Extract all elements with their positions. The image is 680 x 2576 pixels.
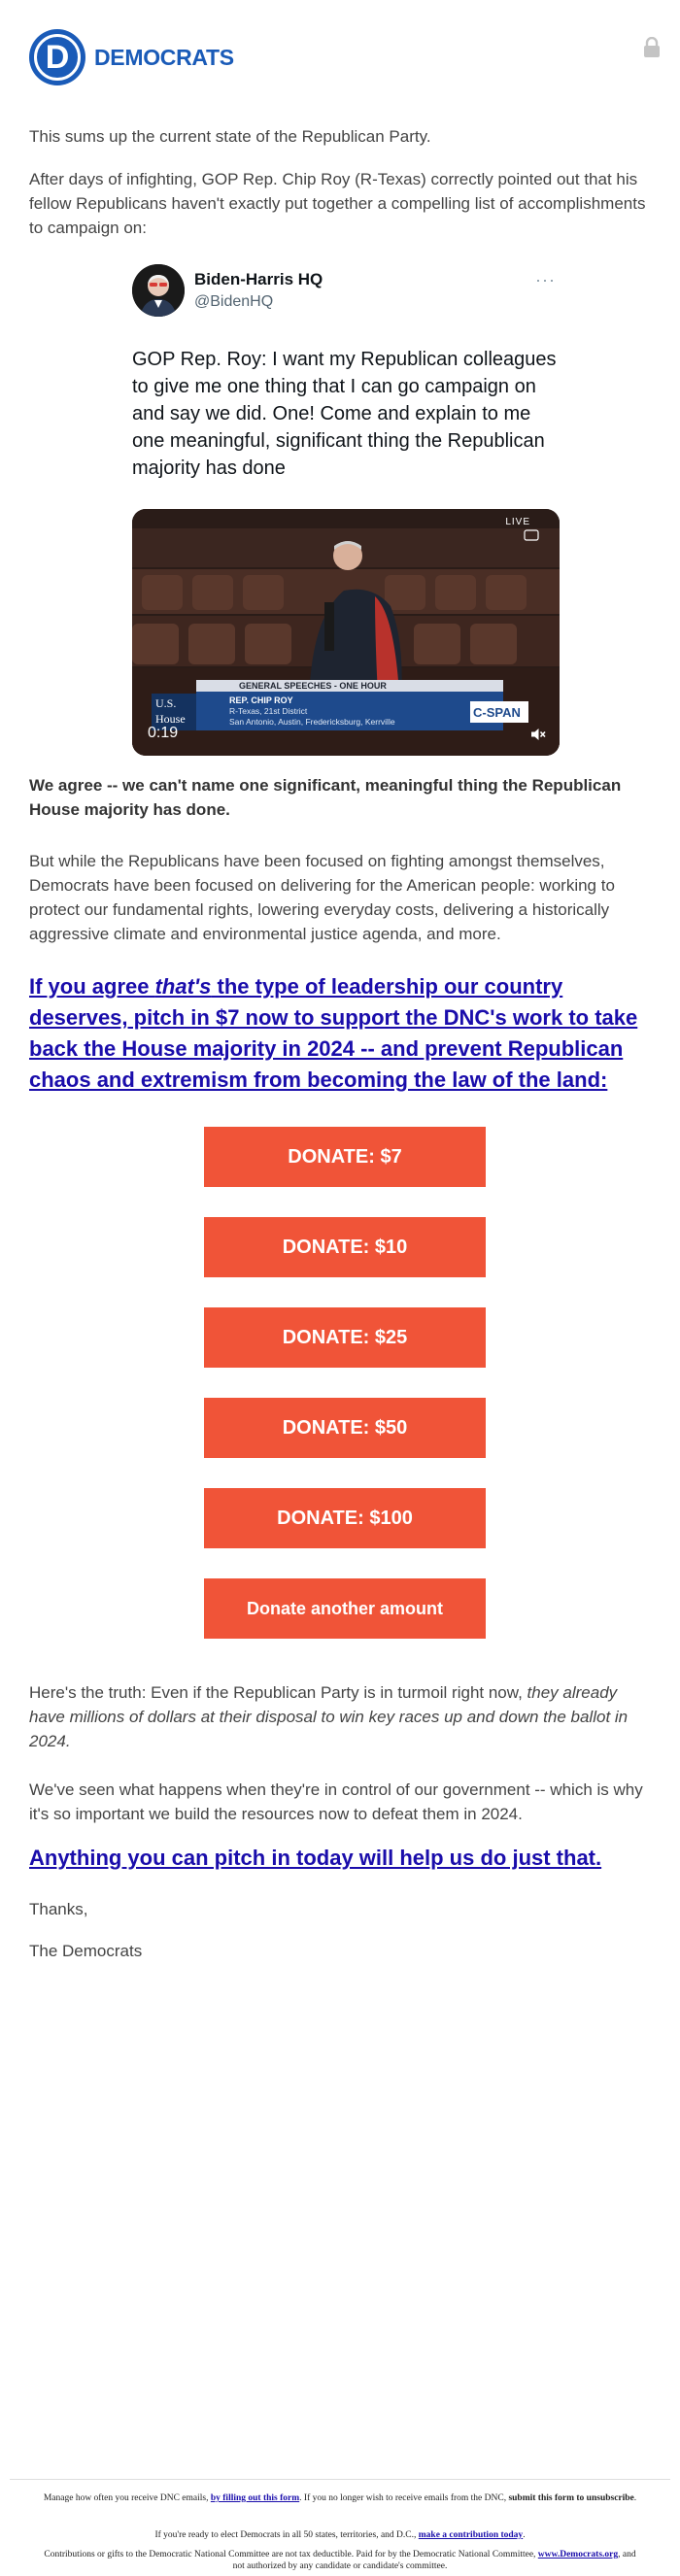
truth-emphasis: they already have millions of dollars at their disposal to win key races up and down the ballot in 2024. [29, 1683, 629, 1750]
donate-10-button[interactable]: DONATE: $10 [204, 1217, 486, 1277]
truth-text: Here's the truth: Even if the Republican Party is in turmoil right now, [29, 1683, 527, 1702]
lock-icon [643, 37, 661, 58]
agree-paragraph: We agree -- we can't name one significant, meaningful thing the Republican House majority has done. [29, 776, 622, 819]
democrats-org-link[interactable]: www.Democrats.org [537, 2550, 619, 2559]
tweet-video[interactable] [132, 509, 560, 756]
footer-line3-text: Contributions or gifts to the Democratic National Committee are not tax deductible. Paid for by the Democratic National Committee, [44, 2550, 538, 2559]
video-banner-title: GENERAL SPEECHES - ONE HOUR [239, 681, 387, 691]
cta-text-1: If you agree [29, 974, 155, 999]
footer-line1-text-2: . If you no longer wish to receive emails from the DNC, [299, 2493, 509, 2503]
donate-other-amount-button[interactable]: Donate another amount [204, 1578, 486, 1639]
logo-letter: D [45, 39, 70, 76]
democrats-logo-icon[interactable] [29, 29, 85, 85]
tweet-author-handle[interactable]: @BidenHQ [194, 293, 274, 310]
donate-100-button[interactable]: DONATE: $100 [204, 1488, 486, 1548]
more-options-icon[interactable]: ··· [535, 270, 556, 289]
mute-icon[interactable] [530, 727, 546, 742]
donate-7-button[interactable]: DONATE: $7 [204, 1127, 486, 1187]
video-chamber-line1: U.S. [155, 696, 177, 710]
context-paragraph: After days of infighting, GOP Rep. Chip Roy (R-Texas) correctly pointed out that his fellow Republicans haven't exactly put together a compelling list of accomplishments to campaign on: [29, 170, 646, 237]
footer-manage-emails [39, 2492, 641, 2504]
pitch-in-link[interactable]: Anything you can pitch in today will help us do just that. [29, 1846, 602, 1870]
cta-emphasis: that's [154, 974, 212, 999]
footer-line1-text: Manage how often you receive DNC emails, [43, 2493, 211, 2503]
tweet-text: GOP Rep. Roy: I want my Republican colleagues to give me one thing that I can go campaign on and say we did. One! Come and explain to me one meaningful, significant thing the Republican majority has done [132, 349, 557, 479]
video-banner-district: R-Texas, 21st District [229, 706, 308, 716]
footer-line1-end: . [633, 2493, 637, 2503]
truth-paragraph [29, 1680, 651, 1753]
tweet-avatar[interactable] [132, 264, 185, 317]
footer-disclaimer [39, 2549, 641, 2572]
manage-emails-form-link[interactable]: by filling out this form [210, 2493, 300, 2503]
footer-divider [10, 2479, 670, 2480]
cta-text-2: the type of leadership our country deserves, pitch in $7 now to support the DNC's work to take back the House majority in 2024 -- and prevent Republican chaos and extremism from becoming the law of the land: [29, 974, 638, 1092]
donate-25-button[interactable]: DONATE: $25 [204, 1307, 486, 1368]
avatar-portrait-icon [132, 264, 185, 317]
logo-wordmark[interactable]: DEMOCRATS [94, 45, 234, 70]
footer-line2-text: If you're ready to elect Democrats in all 50 states, territories, and D.C., [154, 2530, 419, 2540]
email-header [29, 27, 661, 89]
donate-cta-link[interactable] [29, 971, 651, 1096]
seen-paragraph: We've seen what happens when they're in control of our government -- which is why it's so important we build the resources now to defeat them in 2024. [29, 1780, 643, 1823]
footer-line2-end: . [523, 2530, 526, 2540]
footer-contribute [39, 2529, 641, 2541]
signature-text: The Democrats [29, 1942, 143, 1960]
unsubscribe-link[interactable]: submit this form to unsubscribe [508, 2493, 634, 2503]
thanks-text: Thanks, [29, 1900, 88, 1918]
make-contribution-link[interactable]: make a contribution today [418, 2530, 524, 2540]
live-badge: LIVE [505, 517, 530, 527]
tweet-author-name[interactable]: Biden-Harris HQ [194, 270, 323, 288]
footer-line3-end: , and not authorized by any candidate or candidate's committee. [232, 2550, 636, 2571]
contrast-paragraph: But while the Republicans have been focused on fighting amongst themselves, Democrats have been focused on delivering for the American people: working to protect our fundamental rights, lowering everyday costs, delivering a historically aggressive climate and environmental justice agenda, and more. [29, 852, 615, 943]
video-banner-cities: San Antonio, Austin, Fredericksburg, Kerrville [229, 717, 395, 727]
network-logo: C-SPAN [473, 705, 521, 720]
video-frame [132, 509, 560, 756]
video-duration: 0:19 [148, 725, 179, 741]
video-chamber-line2: House [155, 712, 186, 726]
donate-50-button[interactable]: DONATE: $50 [204, 1398, 486, 1458]
video-banner-name: REP. CHIP ROY [229, 695, 293, 705]
intro-paragraph: This sums up the current state of the Republican Party. [29, 127, 431, 146]
